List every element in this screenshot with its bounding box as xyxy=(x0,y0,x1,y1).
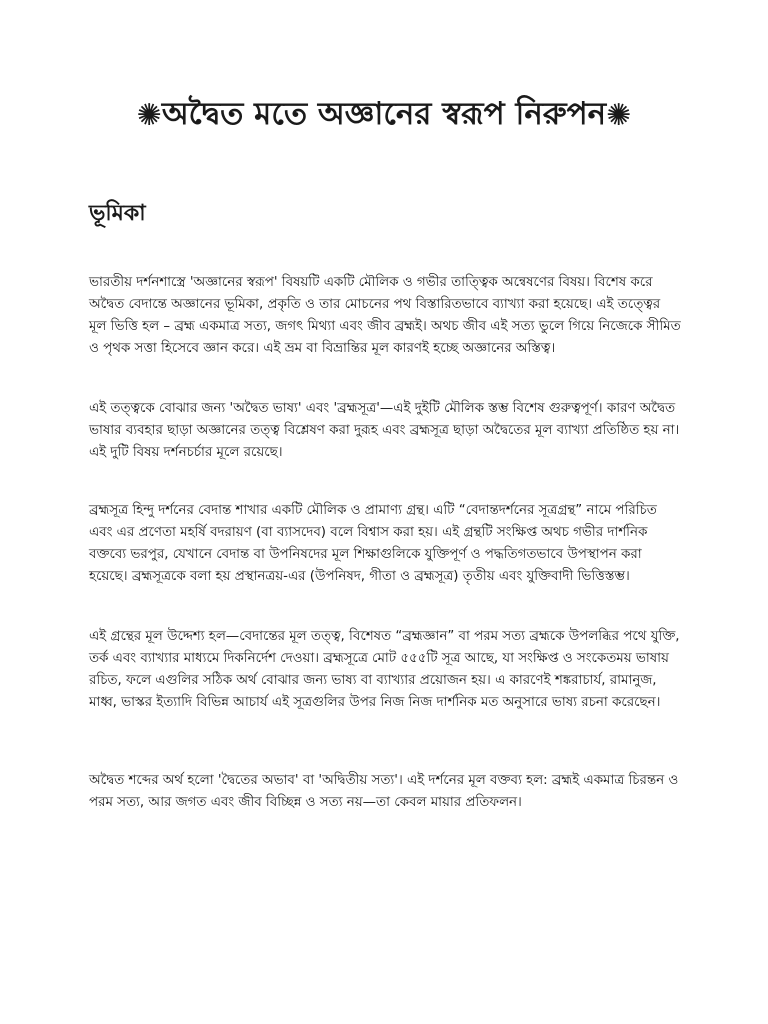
document-title: অদ্বৈত মতে অজ্ঞানের স্বরূপ নিরুপন xyxy=(161,96,607,132)
paragraph-3: ব্রহ্মসূত্র হিন্দু দর্শনের বেদান্ত শাখার একটি মৌলিক ও প্রামাণ্য গ্রন্থ। এটি “বেদান্তদর্শনের সূত্রগ্রন্থ” নামে পরিচিত এবং এর প্রণেতা মহর্ষি বদরায়ণ (বা ব্যাসদেব) বলে বিশ্বাস করা হয়। এই গ্রন্থটি সংক্ষিপ্ত অথচ গভীর দার্শনিক বক্তব্যে ভরপুর, যেখানে বেদান্ত বা উপনিষদের মূল শিক্ষাগুলিকে যুক্তিপূর্ণ ও পদ্ধতিগতভাবে উপস্থাপন করা হয়েছে। ব্রহ্মসূত্রকে বলা হয় প্রস্থানত্রয়-এর (উপনিষদ, গীতা ও ব্রহ্মসূত্র) তৃতীয় এবং যুক্তিবাদী ভিত্তিস্তম্ভ। xyxy=(89,503,657,584)
paragraph-1: ভারতীয় দর্শনশাস্ত্রে 'অজ্ঞানের স্বরূপ' বিষয়টি একটি মৌলিক ও গভীর তাত্ত্বিক অন্বেষণের বিষয়। বিশেষ করে অদ্বৈত বেদান্তে অজ্ঞানের ভূমিকা, প্রকৃতি ও তার মোচনের পথ বিস্তারিতভাবে ব্যাখ্যা করা হয়েছে। এই তত্ত্বের মূল ভিত্তি হল – ব্রহ্ম একমাত্র সত্য, জগৎ মিথ্যা এবং জীব ব্রহ্মই। অথচ জীব এই সত্য ভুলে গিয়ে নিজেকে সীমিত ও পৃথক সত্তা হিসেবে জ্ঞান করে। এই ভ্রম বা বিভ্রান্তির মূল কারণই হচ্ছে অজ্ঞানের অস্তিত্ব। xyxy=(89,275,681,356)
paragraph-2: এই তত্ত্বকে বোঝার জন্য 'অদ্বৈত ভাষ্য' এবং 'ব্রহ্মসূত্র'—এই দুইটি মৌলিক স্তম্ভ বিশেষ গুরুত্বপূর্ণ। কারণ অদ্বৈত ভাষার ব্যবহার ছাড়া অজ্ঞানের তত্ত্ব বিশ্লেষণ করা দুরূহ এবং ব্রহ্মসূত্র ছাড়া অদ্বৈতের মূল ব্যাখ্যা প্রতিষ্ঠিত হয় না। এই দুটি বিষয় দর্শনচর্চার মূলে রয়েছে। xyxy=(89,401,680,460)
paragraph-4: এই গ্রন্থের মূল উদ্দেশ্য হল—বেদান্তের মূল তত্ত্ব, বিশেষত “ব্রহ্মজ্ঞান” বা পরম সত্য ব্রহ্মকে উপলব্ধির পথে যুক্তি, তর্ক এবং ব্যাখ্যার মাধ্যমে দিকনির্দেশ দেওয়া। ব্রহ্মসূত্রে মোট ৫৫৫টি সূত্র আছে, যা সংক্ষিপ্ত ও সংকেতময় ভাষায় রচিত, ফলে এগুলির সঠিক অর্থ বোঝার জন্য ভাষ্য বা ব্যাখ্যার প্রয়োজন হয়। এ কারণেই শঙ্করাচার্য, রামানুজ, মাধ্ব, ভাস্কর ইত্যাদি বিভিন্ন আচার্য এই সূত্রগুলির উপর নিজ নিজ দার্শনিক মত অনুসারে ভাষ্য রচনা করেছেন। xyxy=(89,629,680,710)
flower-ornament-icon-left: ✺ xyxy=(136,98,162,133)
paragraph-5: অদ্বৈত শব্দের অর্থ হলো 'দ্বৈতের অভাব' বা 'অদ্বিতীয় সত্য'। এই দর্শনের মূল বক্তব্য হল: ব্রহ্মই একমাত্র চিরন্তন ও পরম সত্য, আর জগত এবং জীব বিচ্ছিন্ন ও সত্য নয়—তা কেবল মায়ার প্রতিফলন। xyxy=(89,773,679,810)
flower-ornament-icon-right: ✺ xyxy=(606,98,632,133)
section-heading: ভূমিকা xyxy=(89,201,146,226)
document-title-row xyxy=(0,92,768,138)
